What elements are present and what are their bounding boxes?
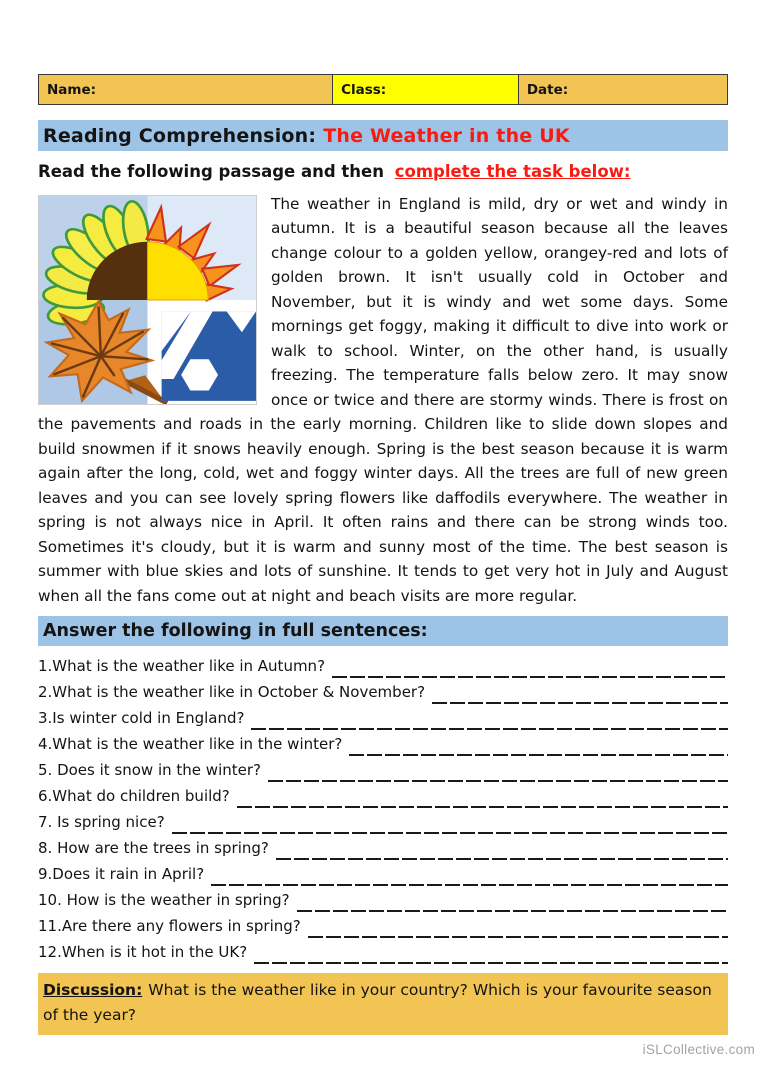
- question-text: 11.Are there any flowers in spring?: [38, 916, 301, 935]
- worksheet-title-bar: [38, 120, 728, 151]
- question-row: [38, 652, 728, 678]
- task-link[interactable]: complete the task below:: [394, 162, 631, 181]
- answer-blank[interactable]: [237, 788, 728, 808]
- discussion-label: Discussion:: [43, 980, 143, 999]
- question-row: [38, 834, 728, 860]
- question-text: 6.What do children build?: [38, 786, 230, 805]
- answer-blank[interactable]: [268, 762, 728, 782]
- question-row: [38, 704, 728, 730]
- answer-blank[interactable]: [297, 892, 728, 912]
- islcollective-watermark[interactable]: iSLCollective.com: [642, 1042, 755, 1057]
- question-text: 5. Does it snow in the winter?: [38, 760, 261, 779]
- passage-text: The weather in England is mild, dry or wet and windy in autumn. It is a beautiful season because all the leaves change colour to a golden yellow, orangey-red and lots of golden brown. It isn't usually cold in October and November, but it is windy and wet some days. Some mornings get foggy, making it difficult to dive into work or walk to school. Winter, on the other hand, is usually freezing. The temperature falls below zero. It may snow once or twice and there are stormy winds. There is frost on the pavements and roads in the early morning. Children like to slide down slopes and build snowmen if it snows heavily enough. Spring is the best season because it is warm again after the long, cold, wet and foggy winter days. All the trees are full of new green leaves and you can see lovely spring flowers like daffodils everywhere. The weather in spring is not always nice in April. It often rains and there can be strong winds too. Sometimes it's cloudy, but it is warm and sunny most of the time. The best season is summer with blue skies and lots of sunshine. It tends to get very hot in July and August when all the fans come out at night and beach visits are more regular.: [38, 195, 728, 605]
- question-text: 1.What is the weather like in Autumn?: [38, 656, 326, 675]
- class-field: [332, 75, 518, 104]
- question-text: 3.Is winter cold in England?: [38, 708, 245, 727]
- question-text: 2.What is the weather like in October & November?: [38, 682, 426, 701]
- question-text: 4.What is the weather like in the winter?: [38, 734, 343, 753]
- class-input-area[interactable]: [386, 75, 518, 104]
- question-row: [38, 860, 728, 886]
- discussion-text: What is the weather like in your country? Which is your favourite season of the year?: [43, 980, 712, 1024]
- four-seasons-image: [38, 195, 257, 405]
- question-text: 8. How are the trees in spring?: [38, 838, 269, 857]
- instruction-text: Read the following passage and then: [38, 162, 384, 181]
- class-label: Class:: [341, 81, 387, 98]
- answer-blank[interactable]: [254, 944, 728, 964]
- questions-list: [38, 652, 728, 964]
- question-row: [38, 938, 728, 964]
- question-text: 9.Does it rain in April?: [38, 864, 205, 883]
- name-field: [39, 75, 332, 104]
- answer-blank[interactable]: [276, 840, 728, 860]
- question-text: 10. How is the weather in spring?: [38, 890, 290, 909]
- answer-blank[interactable]: [308, 918, 728, 938]
- name-label: Name:: [47, 81, 97, 98]
- reading-passage: [38, 192, 728, 608]
- question-row: [38, 782, 728, 808]
- answer-blank[interactable]: [332, 658, 728, 678]
- instruction-line: [38, 159, 728, 185]
- answer-blank[interactable]: [172, 814, 728, 834]
- date-label: Date:: [526, 81, 569, 98]
- title-prefix: Reading Comprehension:: [43, 124, 317, 147]
- title-topic: The Weather in the UK: [323, 124, 570, 147]
- question-text: 7. Is spring nice?: [38, 812, 165, 831]
- snowflake-icon: [162, 311, 256, 400]
- question-row: [38, 912, 728, 938]
- answer-blank[interactable]: [251, 710, 728, 730]
- question-row: [38, 886, 728, 912]
- answer-blank[interactable]: [432, 684, 728, 704]
- answer-blank[interactable]: [349, 736, 728, 756]
- date-input-area[interactable]: [568, 75, 727, 104]
- question-row: [38, 678, 728, 704]
- questions-section-header: Answer the following in full sentences:: [38, 616, 728, 646]
- question-row: [38, 730, 728, 756]
- date-field: [518, 75, 727, 104]
- question-text: 12.When is it hot in the UK?: [38, 942, 248, 961]
- discussion-box: [38, 973, 728, 1035]
- name-input-area[interactable]: [96, 75, 332, 104]
- question-row: [38, 756, 728, 782]
- answer-blank[interactable]: [211, 866, 728, 886]
- header-fields-table: [38, 74, 728, 105]
- question-row: [38, 808, 728, 834]
